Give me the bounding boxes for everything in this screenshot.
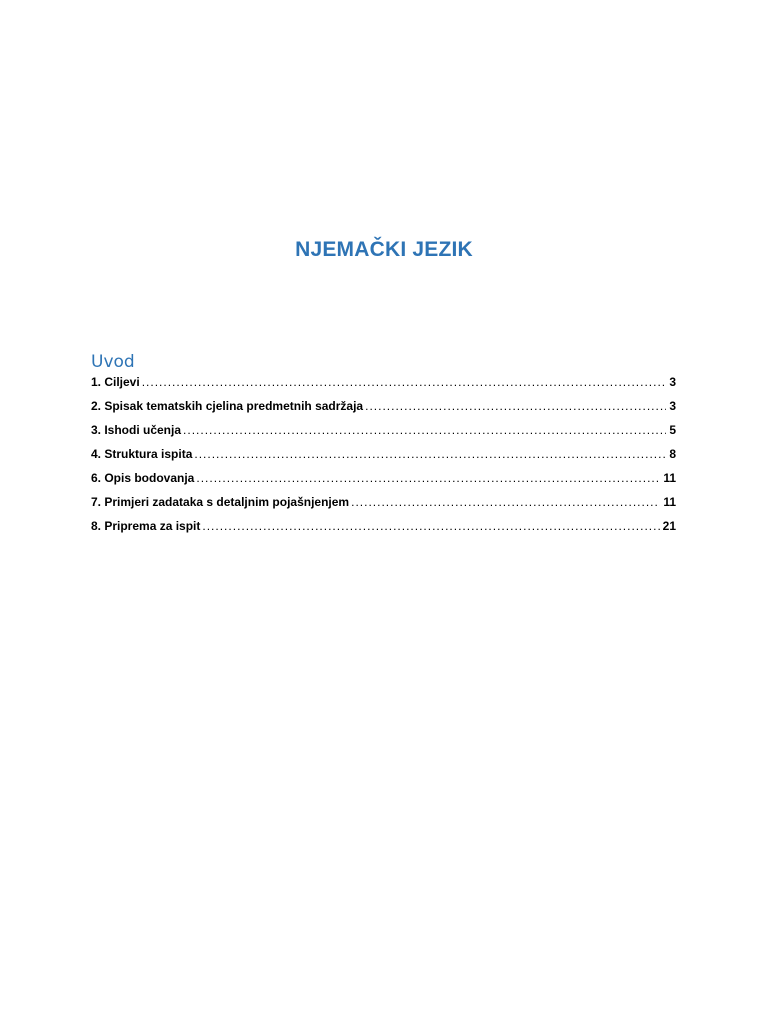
toc-heading: Uvod	[91, 352, 135, 372]
toc-entry-label: 4. Struktura ispita	[91, 447, 193, 461]
toc-entry-label: 7. Primjeri zadataka s detaljnim pojašnjenjem	[91, 495, 350, 509]
toc-entry-label: 1. Ciljevi	[91, 375, 140, 389]
table-of-contents	[91, 375, 676, 543]
toc-entry-priprema[interactable]	[91, 519, 676, 543]
toc-entry-spisak[interactable]	[91, 399, 676, 423]
toc-dot-leader	[194, 447, 666, 461]
toc-dot-leader	[142, 375, 667, 389]
toc-entry-page: 3	[669, 375, 676, 389]
toc-entry-page: 5	[669, 423, 676, 437]
toc-dot-leader	[365, 399, 666, 413]
toc-entry-ciljevi[interactable]	[91, 375, 676, 399]
toc-entry-opis-bodovanja[interactable]	[91, 471, 676, 495]
toc-entry-page: 8	[669, 447, 676, 461]
toc-entry-label: 3. Ishodi učenja	[91, 423, 182, 437]
toc-entry-page: 11	[663, 471, 676, 485]
toc-entry-page: 3	[669, 399, 676, 413]
toc-entry-label: 8. Priprema za ispit	[91, 519, 201, 533]
document-title: NJEMAČKI JEZIK	[295, 238, 473, 261]
toc-dot-leader	[196, 471, 660, 485]
toc-entry-page: 11	[663, 495, 676, 509]
toc-entry-label: 6. Opis bodovanja	[91, 471, 195, 485]
toc-dot-leader	[202, 519, 659, 533]
toc-entry-primjeri[interactable]	[91, 495, 676, 519]
toc-entry-page: 21	[662, 519, 676, 533]
toc-entry-label: 2. Spisak tematskih cjelina predmetnih sadržaja	[91, 399, 364, 413]
toc-entry-ishodi[interactable]	[91, 423, 676, 447]
toc-entry-struktura[interactable]	[91, 447, 676, 471]
toc-dot-leader	[183, 423, 666, 437]
toc-dot-leader	[351, 495, 660, 509]
